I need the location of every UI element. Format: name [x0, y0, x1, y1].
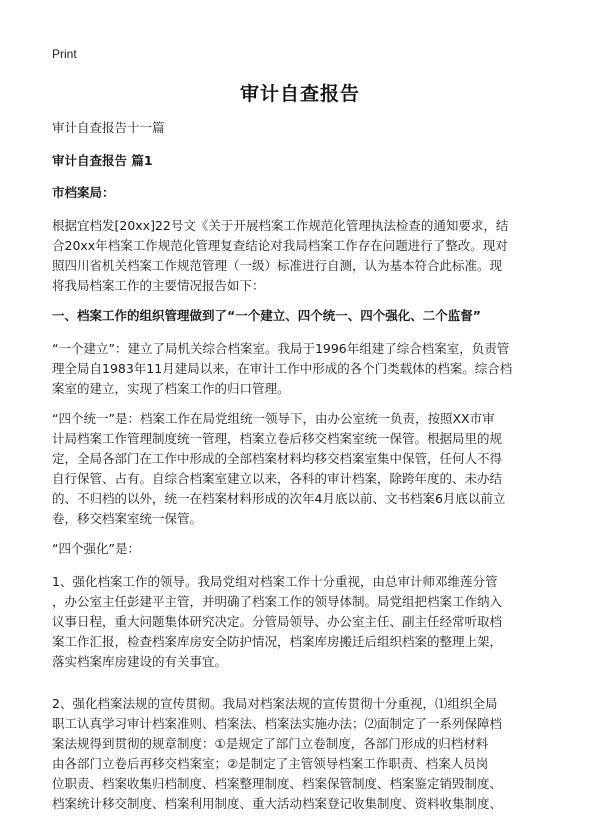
- paragraph-line: 2、强化档案法规的宣传贯彻。我局对档案法规的宣传贯彻十分重视，⑴组织全局: [52, 696, 498, 711]
- paragraph-line: 位职责、档案收集归档制度、档案整理制度、档案保管制度、档案鉴定销毁制度、: [52, 776, 503, 791]
- paragraph-line: 定，全局各部门在工作中形成的全部档案材料均移交档案室集中保管，任何人不得: [52, 451, 503, 466]
- paragraph-line: 卷，移交档案室统一保管。: [52, 511, 203, 526]
- paragraph-line: 理全局自1983年11月建局以来，在审计工作中形成的各个门类载体的档案。综合档: [52, 361, 513, 376]
- paragraph-line: 照四川省机关档案工作规范管理（一级）标准进行自测，认为基本符合此标准。现: [52, 258, 503, 273]
- paragraph-line: 案法规得到贯彻的规章制度：①是规定了部门立卷制度，各部门形成的归档材料: [52, 736, 489, 751]
- item-two-paragraph: [52, 694, 556, 814]
- print-label: Print: [52, 47, 77, 61]
- paragraph-line: 档案统计移交制度、档案利用制度、重大活动档案登记收集制度、资料收集制度、: [52, 796, 503, 811]
- paragraph-four-unifications: [52, 409, 556, 529]
- paragraph-line: “四个统一”是：档案工作在局党组统一领导下，由办公室统一负责，按照XX市审: [52, 411, 495, 426]
- paragraph-line: 计局档案工作管理制度统一管理，档案立卷后移交档案室统一保管。根据局里的规: [52, 431, 503, 446]
- document-title: 审计自查报告: [239, 83, 360, 105]
- paragraph-line: 将我局档案工作的主要情况报告如下：: [52, 278, 265, 293]
- paragraph-one-establishment: [52, 339, 556, 399]
- intro-paragraph: [52, 216, 556, 296]
- paragraph-line: 根据宜档发[20xx]22号文《关于开展档案工作规范化管理执法检查的通知要求，结: [52, 218, 509, 233]
- paragraph-line: 议事日程，重大问题集体研究决定。分管局领导、办公室主任、副主任经常听取档: [52, 614, 503, 629]
- item-one-paragraph: [52, 572, 556, 672]
- section-title: 审计自查报告 篇1: [52, 153, 153, 168]
- paragraph-line: ，办公室主任彭建平主管，并明确了档案工作的领导体制。局党组把档案工作纳入: [52, 594, 503, 609]
- paragraph-line: 落实档案库房建设的有关事宜。: [52, 654, 228, 669]
- heading-one: 一、档案工作的组织管理做到了“一个建立、四个统一、四个强化、二个监督”: [52, 308, 481, 323]
- paragraph-line: 职工认真学习审计档案准则、档案法、档案法实施办法；⑵面制定了一系列保障档: [52, 716, 503, 731]
- four-strengthenings-label: “四个强化”是：: [52, 541, 140, 556]
- paragraph-line: 合20xx年档案工作规范化管理复查结论对我局档案工作存在问题进行了整改。现对: [52, 238, 508, 253]
- paragraph-line: 1、强化档案工作的领导。我局党组对档案工作十分重视，由总审计师邓维莲分管: [52, 574, 498, 589]
- paragraph-line: “一个建立”：建立了局机关综合档案室。我局于1996年组建了综合档案室，负责管: [52, 341, 510, 356]
- paragraph-line: 案工作汇报，检查档案库房安全防护情况，档案库房搬迁后组织档案的整理上架，: [52, 634, 503, 649]
- paragraph-line: 的、不归档的以外，统一在档案材料形成的次年4月底以前、文书档案6月底以前立: [52, 491, 506, 506]
- paragraph-line: 自行保管、占有。自综合档案室建立以来，各科的审计档案，除跨年度的、未办结: [52, 471, 503, 486]
- document-subtitle: 审计自查报告十一篇: [52, 120, 165, 135]
- recipient-line: 市档案局：: [52, 185, 115, 200]
- paragraph-line: 由各部门立卷后再移交档案室；②是制定了主管领导档案工作职责、档案人员岗: [52, 756, 489, 771]
- paragraph-line: 案室的建立，实现了档案工作的归口管理。: [52, 381, 290, 396]
